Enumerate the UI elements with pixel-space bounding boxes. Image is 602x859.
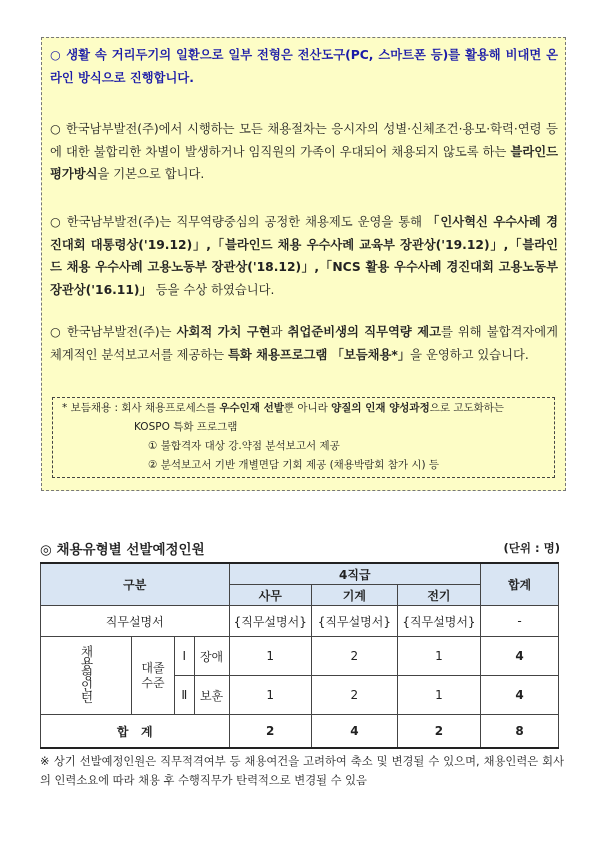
- total-label: 합 계: [41, 715, 230, 749]
- job-description-label: 직무설명서: [41, 606, 230, 637]
- table-cell-total: 4: [481, 676, 559, 715]
- total-cell: 4: [311, 715, 397, 749]
- online-notice: ○ 생활 속 거리두기의 일환으로 일부 전형은 전산도구(PC, 스마트폰 등)를 활용해 비대면 온라인 방식으로 진행합니다.: [50, 48, 558, 85]
- unit-label: (단위 : 명): [503, 541, 560, 555]
- level-label-cell: [132, 637, 175, 715]
- text: * 보듬채용 : 회사 채용프로세스를: [62, 402, 220, 414]
- header-row: [41, 563, 559, 585]
- table-cell: 2: [311, 637, 397, 676]
- header-gubun: 구분: [41, 563, 230, 606]
- job-description-row: [41, 606, 559, 637]
- header-job-mechanical: 기계: [311, 585, 397, 606]
- total-cell: 8: [481, 715, 559, 749]
- section-title: ◎ 채용유형별 선발예정인원: [40, 542, 205, 558]
- text: 을 운영하고 있습니다.: [410, 347, 529, 362]
- job-description-link[interactable]: {직무설명서}: [311, 606, 397, 637]
- row-type: 보훈: [194, 676, 229, 715]
- table-cell: 1: [229, 637, 311, 676]
- table-cell: 1: [397, 637, 480, 676]
- table-cell: 1: [229, 676, 311, 715]
- text: 뿐 아니라: [283, 402, 332, 414]
- bodeum-item-2: ② 분석보고서 기반 개별면담 기회 제공 (채용박람회 참가 시) 등: [148, 459, 440, 471]
- total-row: [41, 715, 559, 749]
- notice-box: [41, 37, 566, 491]
- text: 를 위해 불합격자에게 체계적인 분석보고서를 제공하는: [50, 325, 558, 362]
- group-label-cell: [41, 637, 132, 715]
- bodeum-item-1: ① 불합격자 대상 강.약점 분석보고서 제공: [148, 440, 340, 452]
- text-bold: 우수인재 선발: [219, 402, 284, 414]
- row-type: 장애: [194, 637, 229, 676]
- level-label: 대졸수준: [141, 660, 165, 690]
- header-total: 합계: [481, 563, 559, 606]
- table-cell: 1: [397, 676, 480, 715]
- header-job-electrical: 전기: [397, 585, 480, 606]
- table-row: [41, 637, 559, 676]
- text-bold: 특화 채용프로그램 「보듬채용*」: [228, 347, 411, 362]
- text: 으로 고도화하는: [429, 402, 505, 414]
- table-cell-total: 4: [481, 637, 559, 676]
- job-description-link[interactable]: {직무설명서}: [229, 606, 311, 637]
- blind-hiring-paragraph: [50, 118, 558, 186]
- header-grade: 4직급: [229, 563, 481, 585]
- selection-table: [40, 562, 559, 749]
- total-cell: 2: [229, 715, 311, 749]
- awards-paragraph: [50, 211, 558, 301]
- header-job-admin: 사무: [229, 585, 311, 606]
- footnote: ※ 상기 선발예정인원은 직무적격여부 등 채용여건을 고려하여 축소 및 변경될 수 있으며, 채용인력은 회사의 인력소요에 따라 채용 후 수행직무가 탄력적으로 변경될 수 있음: [40, 755, 564, 787]
- text: 등을 수상 하였습니다.: [151, 282, 275, 297]
- row-roman: Ⅱ: [175, 676, 195, 715]
- text-bold: 사회적 가치 구현: [176, 325, 271, 339]
- bodeum-detail-box: [52, 397, 555, 478]
- text: ○ 한국남부발전(주)는: [50, 325, 177, 339]
- bodeum-program-line: KOSPO 특화 프로그램: [134, 421, 238, 433]
- text-bold: 블라인드 평가방식: [50, 144, 558, 181]
- text: ○ 한국남부발전(주)에서 시행하는 모든 채용절차는 응시자의 성별·신체조건·용모·학력·연령 등에 대한 불합리한 차별이 발생하거나 임직원의 가족이 우대되어 채용되지 않도록 하는: [50, 122, 558, 159]
- job-description-total: -: [481, 606, 559, 637]
- bodeum-definition: [62, 399, 504, 418]
- text: 을 기본으로 합니다.: [97, 167, 205, 181]
- job-description-link[interactable]: {직무설명서}: [397, 606, 480, 637]
- text-bold: 양질의 인재 양성과정: [331, 402, 430, 414]
- text-bold: 취업준비생의 직무역량 제고: [287, 325, 441, 339]
- table-cell: 2: [311, 676, 397, 715]
- text: 과: [270, 325, 288, 339]
- text: ○ 한국남부발전(주)는 직무역량중심의 공정한 채용제도 운영을 통해: [50, 215, 427, 229]
- total-cell: 2: [397, 715, 480, 749]
- bodeum-paragraph: [50, 321, 558, 366]
- text-bold: 「인사혁신 우수사례 경진대회 대통령상('19.12)」,「블라인드 채용 우수사례 교육부 장관상('19.12)」,「블라인드 채용 우수사례 고용노동부 장관상('18.12)」,「NCS 활용 우수사례 경진대회 고용노동부 장관상('16.11)」: [50, 215, 558, 297]
- group-label: 채용형인턴: [79, 645, 94, 703]
- row-roman: Ⅰ: [175, 637, 195, 676]
